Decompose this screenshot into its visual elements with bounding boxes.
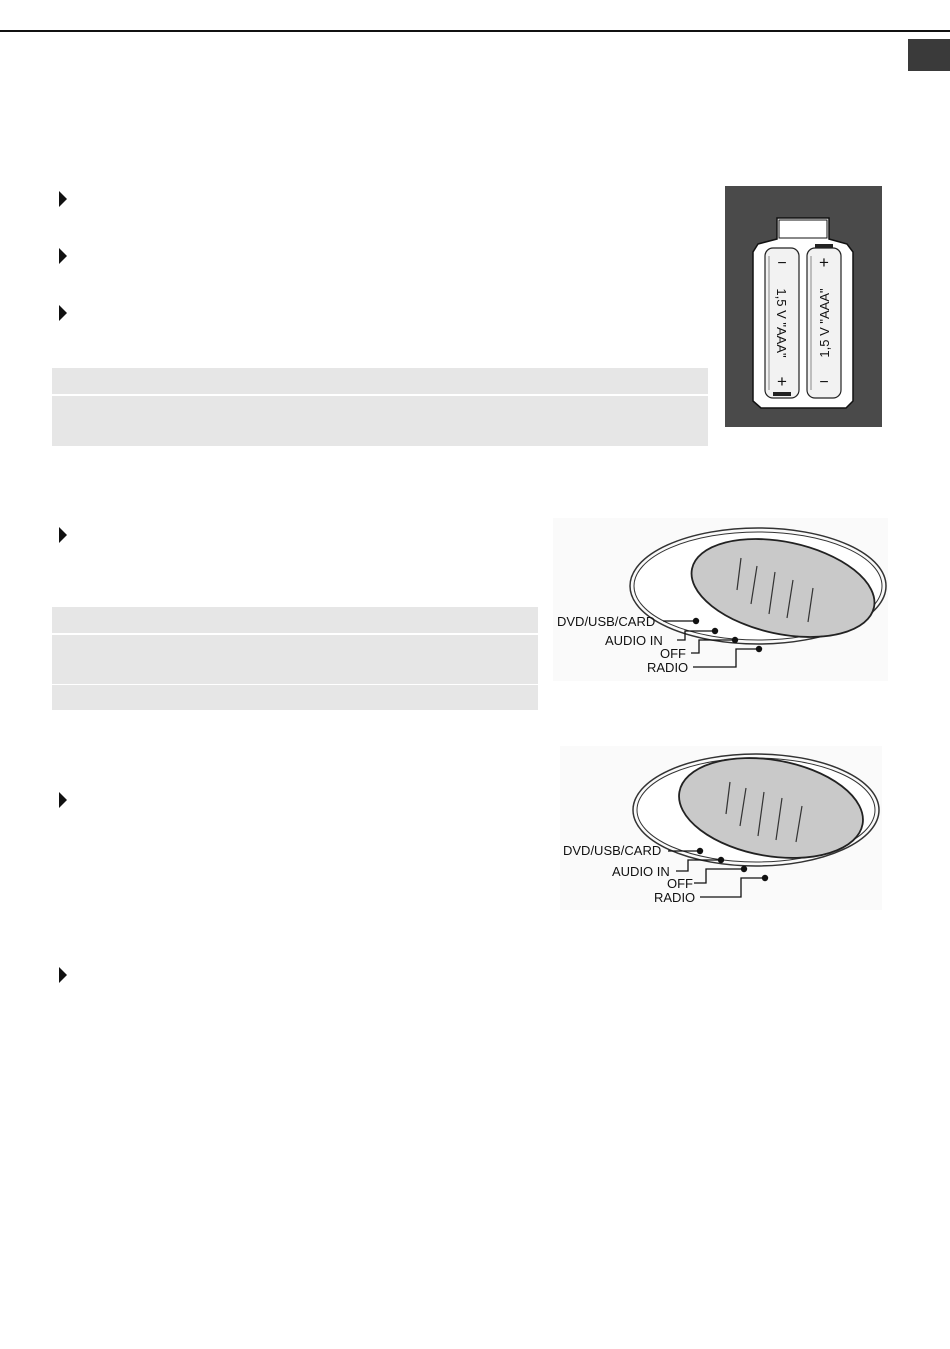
switch-figure-2 [560, 746, 882, 910]
right-cell-terminal [815, 244, 833, 248]
battery-compartment-figure [725, 186, 882, 427]
note-box [52, 368, 708, 446]
switch-label-off: OFF [660, 646, 686, 661]
bullet-arrow-icon [59, 792, 67, 808]
switch-label-dvd-usb-card: DVD/USB/CARD [557, 614, 656, 629]
left-cell-terminal [773, 392, 791, 396]
left-cell-label: 1,5 V "AAA" [774, 288, 789, 358]
note-divider [52, 684, 538, 686]
note-box [52, 607, 538, 710]
right-cell-plus: + [819, 253, 829, 272]
note-divider [52, 633, 538, 635]
switch-label-off: OFF [667, 876, 693, 891]
switch-figure-1 [553, 518, 888, 681]
switch-label-radio: RADIO [654, 890, 696, 905]
switch-label-audio-in: AUDIO IN [612, 864, 670, 879]
right-cell-minus: − [819, 374, 829, 391]
bullet-arrow-icon [59, 305, 67, 321]
note-divider [52, 394, 708, 396]
header-rule [0, 30, 950, 32]
bullet-arrow-icon [59, 248, 67, 264]
language-tab [908, 39, 950, 71]
bullet-arrow-icon [59, 967, 67, 983]
left-cell-minus: − [777, 255, 787, 272]
switch-label-audio-in: AUDIO IN [605, 633, 663, 648]
bullet-arrow-icon [59, 191, 67, 207]
bullet-arrow-icon [59, 527, 67, 543]
compartment-latch [779, 220, 827, 238]
left-cell-plus: + [777, 372, 787, 391]
switch-label-dvd-usb-card: DVD/USB/CARD [563, 843, 662, 858]
right-cell-label: 1,5 V "AAA" [817, 288, 832, 358]
switch-label-radio: RADIO [647, 660, 689, 675]
